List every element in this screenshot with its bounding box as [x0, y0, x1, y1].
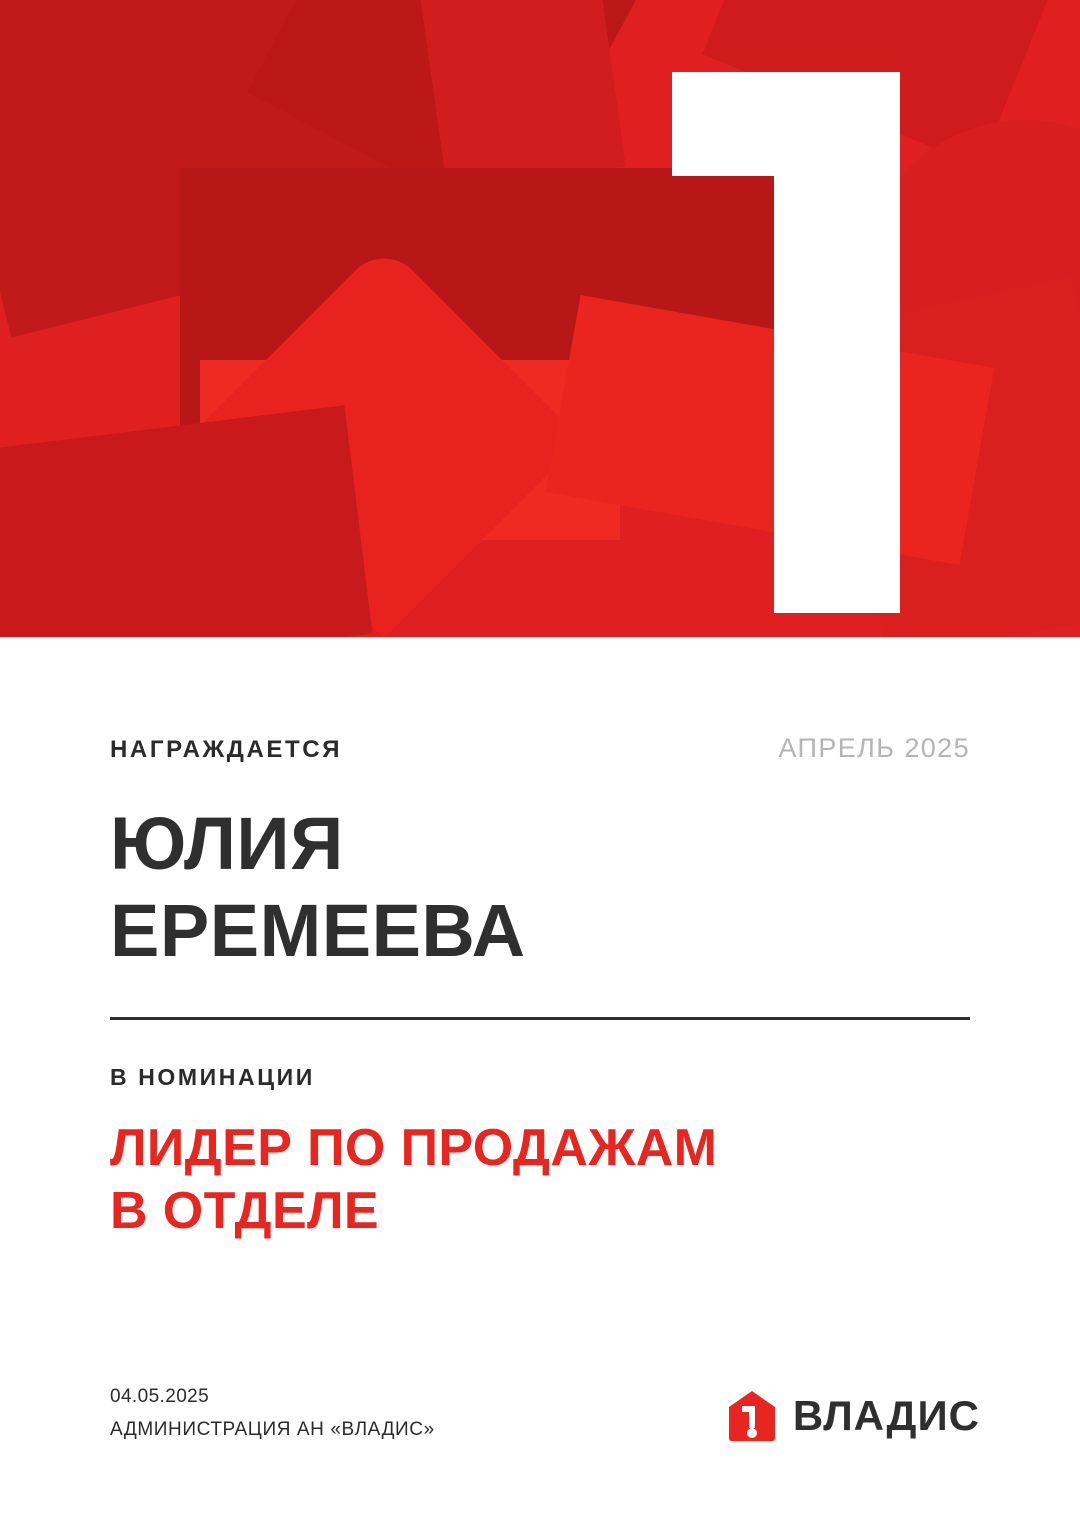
banner-graphic: [0, 0, 1080, 637]
decorative-arrow-stem: [180, 168, 430, 538]
nomination-label: В НОМИНАЦИИ: [110, 1063, 315, 1090]
numeral-one-graphic: [672, 72, 900, 613]
decorative-bright-left: [0, 405, 372, 637]
horizontal-divider: [110, 1017, 970, 1020]
nomination-title-line-1: ЛИДЕР ПО ПРОДАЖАМ: [110, 1118, 718, 1177]
award-period: АПРЕЛЬ 2025: [778, 733, 970, 763]
decorative-diagonal: [186, 242, 582, 637]
decorative-shape-1: [0, 0, 516, 338]
certificate-footer: [110, 1380, 980, 1447]
issue-date: 04.05.2025: [110, 1385, 210, 1407]
decorative-shape-2: [247, 0, 653, 233]
footer-text-block: [110, 1380, 435, 1447]
house-with-one-icon: [727, 1390, 777, 1442]
decorative-bright-block: [200, 360, 620, 540]
numeral-stem: [774, 72, 900, 613]
brand-lockup: [727, 1390, 980, 1446]
award-eyebrow-label: НАГРАЖДАЕТСЯ: [110, 736, 343, 763]
nomination-title-line-2: В ОТДЕЛЕ: [110, 1182, 380, 1241]
recipient-name: [110, 800, 970, 975]
certificate-body: [0, 733, 1080, 1244]
recipient-name-line-2: ЕРЕМЕЕВА: [110, 889, 526, 973]
decorative-shape-3: [414, 0, 626, 191]
brand-name: ВЛАДИС: [792, 1392, 980, 1439]
recipient-name-line-1: ЮЛИЯ: [110, 802, 344, 885]
issuer-name: АДМИНИСТРАЦИЯ АН «ВЛАДИС»: [110, 1418, 435, 1440]
award-header-row: [110, 733, 970, 764]
nomination-title: [110, 1117, 970, 1244]
